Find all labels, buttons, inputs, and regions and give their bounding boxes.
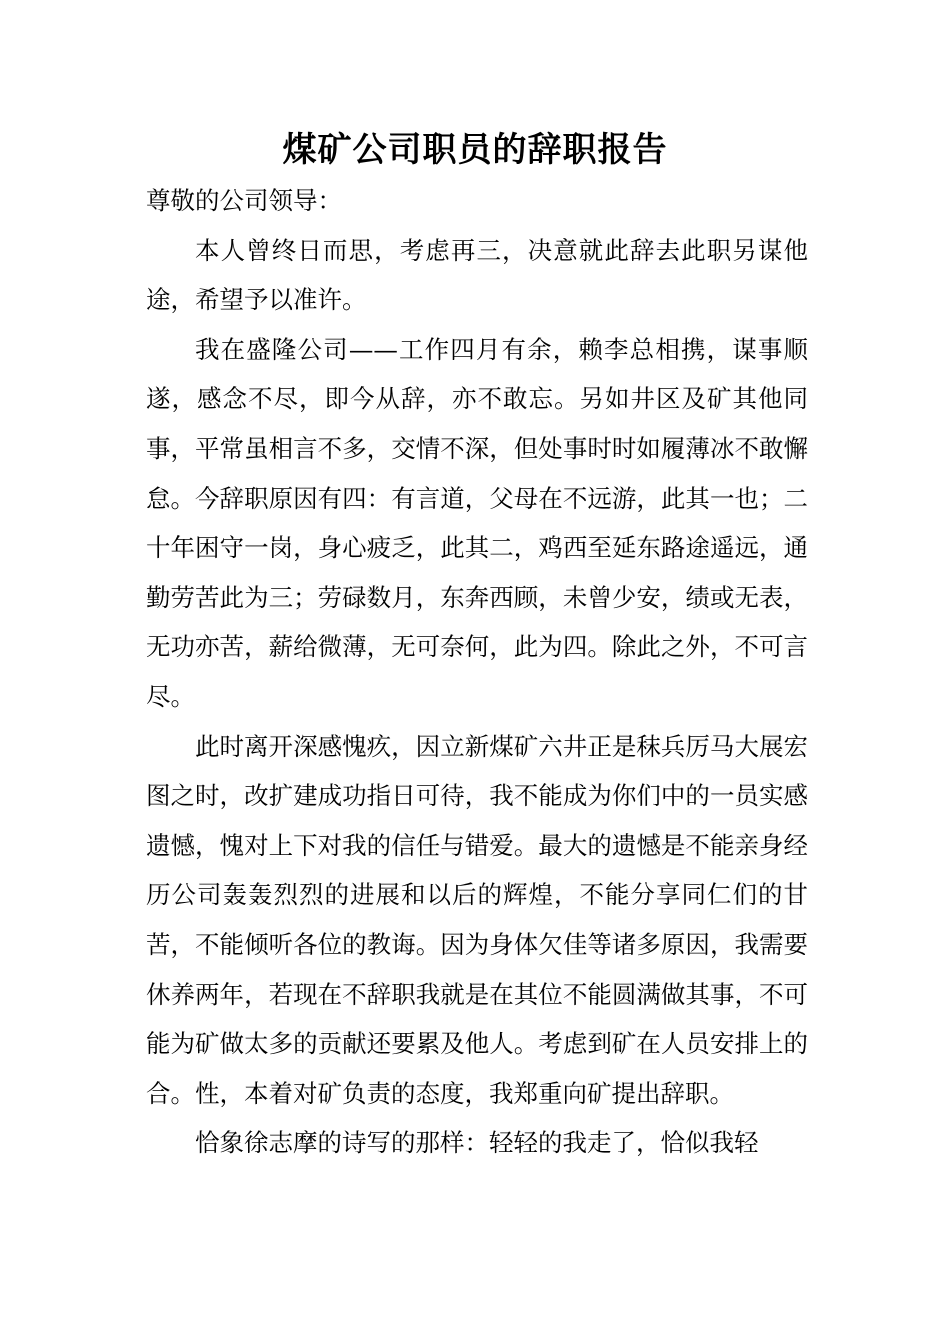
document-title: 煤矿公司职员的辞职报告 (282, 130, 668, 170)
paragraph-2: 我在盛隆公司——工作四月有余，赖李总相携，谋事顺遂，感念不尽，即今从辞，亦不敢忘。另如井区及矿其他同事，平常虽相言不多，交情不深，但处事时时如履薄冰不敢懈怠。今辞职原因有四：有言道，父母在不远游，此其一也；二十年困守一岗，身心疲乏，此其二，鸡西至延东路途遥远，通勤劳苦此为三；劳碌数月，东奔西顾，未曾少安，绩或无表，无功亦苦，薪给微薄，无可奈何，此为四。除此之外，不可言尽。 (146, 334, 808, 711)
document-body (146, 176, 808, 1168)
paragraph-1: 本人曾终日而思，考虑再三，决意就此辞去此职另谋他途，希望予以准许。 (146, 235, 808, 315)
salutation: 尊敬的公司领导： (146, 186, 342, 215)
paragraph-4: 恰象徐志摩的诗写的那样：轻轻的我走了，恰似我轻 (195, 1128, 759, 1158)
paragraph-3: 此时离开深感愧疚，因立新煤矿六井正是秣兵厉马大展宏图之时，改扩建成功指日可待，我不能成为你们中的一员实感遗憾，愧对上下对我的信任与错爱。最大的遗憾是不能亲身经历公司轰轰烈烈的进展和以后的辉煌，不能分享同仁们的甘苦，不能倾听各位的教诲。因为身体欠佳等诸多原因，我需要休养两年，若现在不辞职我就是在其位不能圆满做其事，不可能为矿做太多的贡献还要累及他人。考虑到矿在人员安排上的合。性，本着对矿负责的态度，我郑重向矿提出辞职。 (146, 731, 808, 1108)
